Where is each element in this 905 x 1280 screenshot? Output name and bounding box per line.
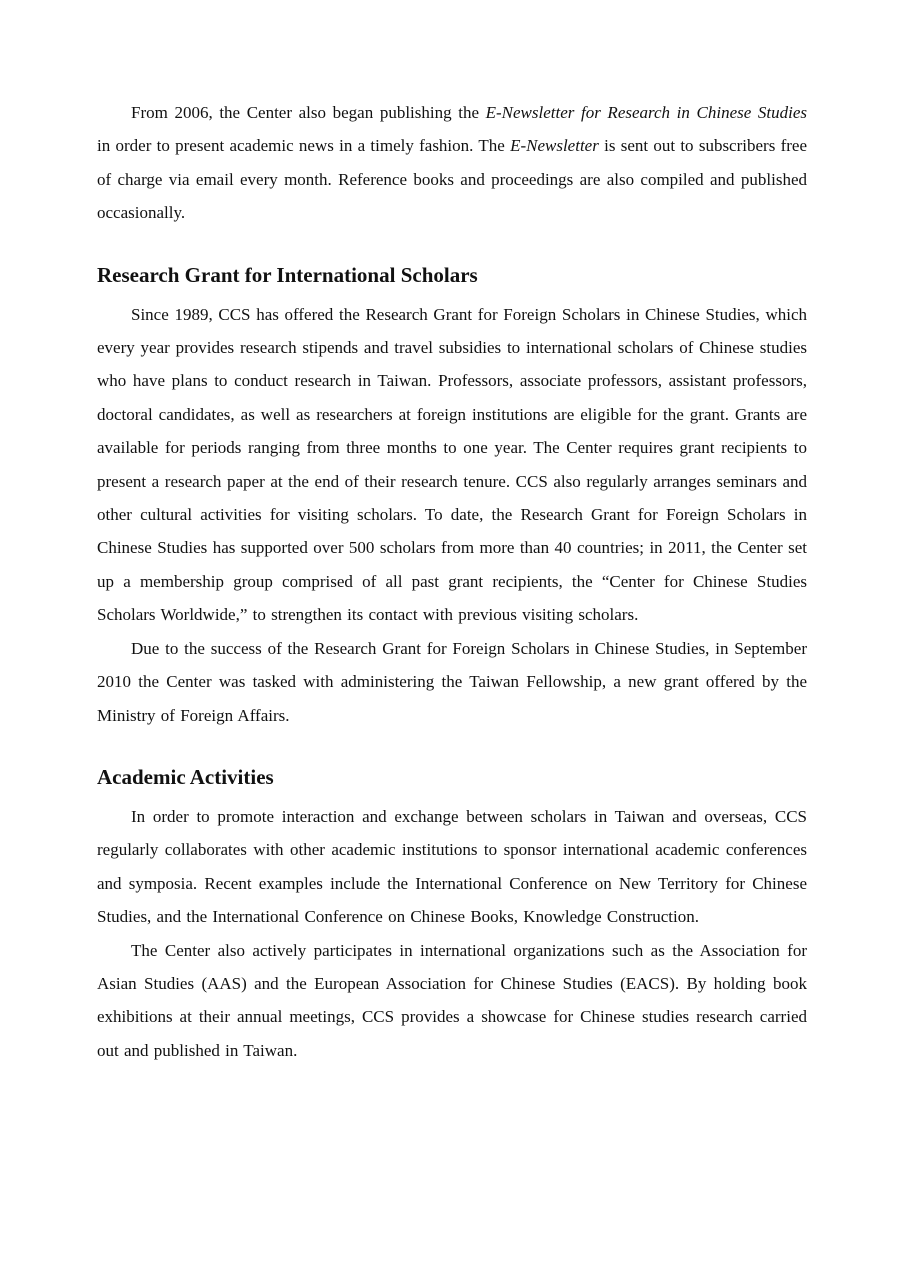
enewsletter-title-short: E-Newsletter bbox=[510, 136, 599, 156]
paragraph-run: From 2006, the Center also began publishing the bbox=[131, 103, 486, 122]
section-heading-research-grant: Research Grant for International Scholars bbox=[97, 262, 478, 287]
section-heading-academic-activities: Academic Activities bbox=[97, 764, 274, 789]
paragraph-research-grant: Since 1989, CCS has offered the Research Grant for Foreign Scholars in Chinese Studies, which every year provides research stipends and travel subsidies to international scholars of Chinese studies who have plans to conduct research in Taiwan. Professors, associate professors, assistant professors, doctoral candidates, as well as researchers at foreign institutions are eligible for the grant. Grants are available for periods ranging from three months to one year. The Center requires grant recipients to present a research paper at the end of their research tenure. CCS also regularly arranges seminars and other cultural activities for visiting scholars. To date, the Research Grant for Foreign Scholars in Chinese Studies has supported over 500 scholars from more than 40 countries; in 2011, the Center set up a membership group comprised of all past grant recipients, the “Center for Chinese Studies Scholars Worldwide,” to strengthen its contact with previous visiting scholars. bbox=[97, 304, 807, 625]
paragraph-organizations: The Center also actively participates in international organizations such as the Association for Asian Studies (AAS) and the European Association for Chinese Studies (EACS). By holding book exhibitions at their annual meetings, CCS provides a showcase for Chinese studies research carried out and published in Taiwan. bbox=[97, 940, 807, 1060]
paragraph-conferences: In order to promote interaction and exchange between scholars in Taiwan and overseas, CCS regularly collaborates with other academic institutions to sponsor international academic conferences and symposia. Recent examples include the International Conference on New Territory for Chinese Studies, and the International Conference on Chinese Books, Knowledge Construction. bbox=[97, 806, 807, 927]
paragraph-run: is sent out to subscribers free of charge via email every month. Reference books and proceedings are also compiled and published occasionally. bbox=[97, 136, 807, 223]
paragraph-taiwan-fellowship: Due to the success of the Research Grant for Foreign Scholars in Chinese Studies, in September 2010 the Center was tasked with administering the Taiwan Fellowship, a new grant offered by the Ministry of Foreign Affairs. bbox=[97, 638, 807, 725]
paragraph-enewsletter bbox=[97, 96, 807, 230]
paragraph-run: in order to present academic news in a timely fashion. The bbox=[97, 136, 511, 156]
enewsletter-journal-title: E-Newsletter for Research in Chinese Studies bbox=[485, 103, 807, 122]
